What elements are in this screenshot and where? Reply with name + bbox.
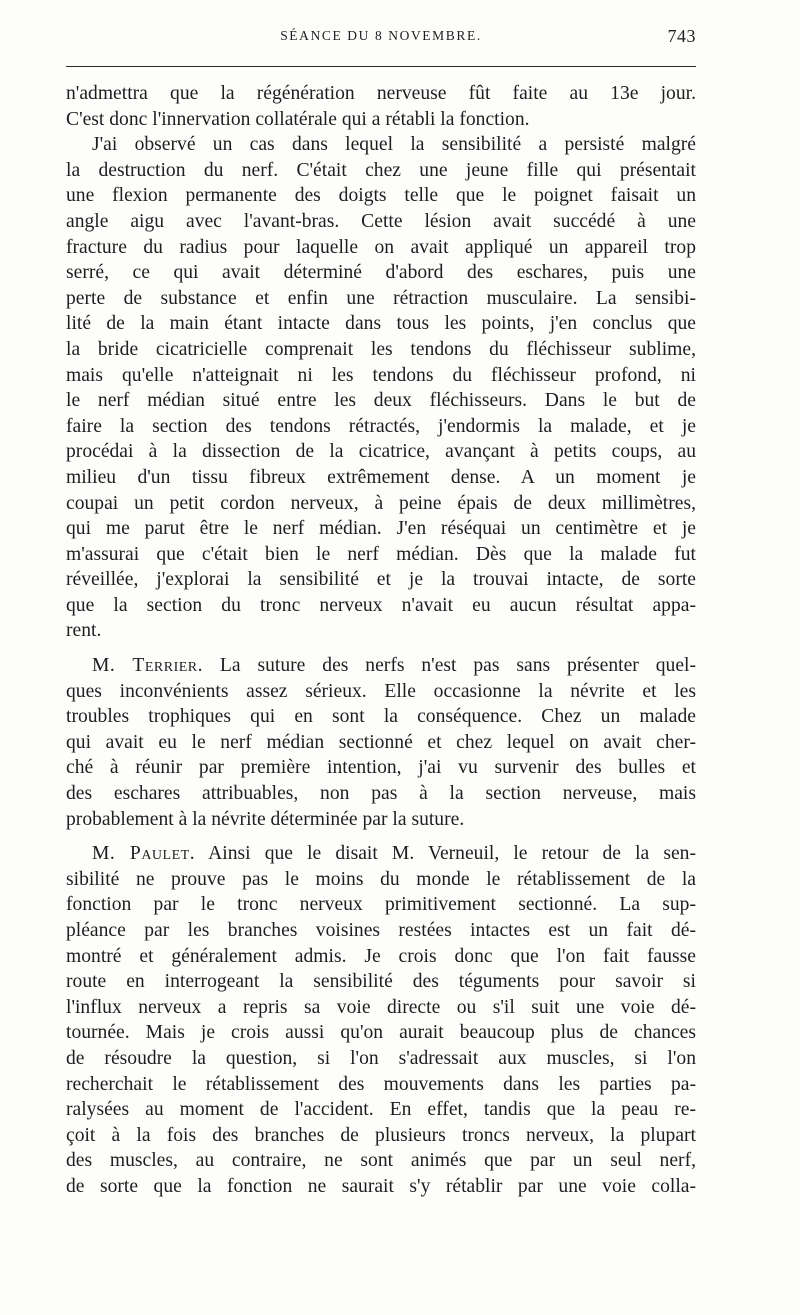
text-line: fonction par le tronc nerveux primitivement sectionné. La sup- (66, 894, 696, 916)
body-text (66, 81, 696, 1200)
text-line: tournée. Mais je crois aussi qu'on aurait beaucoup plus de chances (66, 1022, 696, 1044)
text-line: fracture du radius pour laquelle on avait appliqué un appareil trop (66, 236, 696, 258)
page-number: 743 (667, 26, 696, 46)
text-line: ques inconvénients assez sérieux. Elle occasionne la névrite et les (66, 680, 696, 702)
text-line: çoit à la fois des branches de plusieurs troncs nerveux, la plupart (66, 1124, 696, 1146)
running-title: SÉANCE DU 8 NOVEMBRE. (280, 28, 482, 43)
text-line: probablement à la névrite déterminée par la suture. (66, 808, 465, 830)
text-line: montré et généralement admis. Je crois donc que l'on fait fausse (66, 945, 696, 967)
text-line: J'ai observé un cas dans lequel la sensibilité a persisté malgré (92, 134, 696, 156)
speaker-name: M. Terrier. (92, 655, 204, 677)
text-line: coupai un petit cordon nerveux, à peine épais de deux millimètres, (66, 492, 696, 514)
paragraph-continuation (66, 81, 696, 132)
text-line: une flexion permanente des doigts telle que le poignet faisait un (66, 185, 696, 207)
text-line: recherchait le rétablissement des mouvements dans les parties pa- (66, 1073, 696, 1095)
text-line: mais qu'elle n'atteignait ni les tendons du fléchisseur profond, ni (66, 364, 696, 386)
line-text: La suture des nerfs n'est pas sans présenter quel- (219, 655, 696, 677)
text-line: perte de substance et enfin une rétraction musculaire. La sensibi- (66, 287, 696, 309)
text-line: procédai à la dissection de la cicatrice, avançant à petits coups, au (66, 441, 696, 463)
text-line: lité de la main étant intacte dans tous les points, j'en conclus que (66, 313, 696, 335)
text-line: rent. (66, 620, 102, 642)
text-line: la destruction du nerf. C'était chez une jeune fille qui présentait (66, 159, 696, 181)
text-line: route en interrogeant la sensibilité des téguments pour savoir si (66, 971, 696, 993)
text-line: l'influx nerveux a repris sa voie directe ou s'il suit une voie dé- (66, 996, 696, 1018)
paragraph-terrier (66, 653, 696, 832)
running-head (66, 28, 696, 54)
text-line: ché à réunir par première intention, j'ai vu survenir des bulles et (66, 757, 696, 779)
text-line: serré, ce qui avait déterminé d'abord des eschares, puis une (66, 262, 696, 284)
text-line: qui me parut être le nerf médian. J'en réséquai un centimètre et je (66, 518, 696, 540)
text-line: n'admettra que la régénération nerveuse fût faite au 13e jour. (66, 83, 696, 104)
line-text: Ainsi que le disait M. Verneuil, le retour de la sen- (208, 843, 696, 865)
paragraph-observation (66, 132, 696, 644)
speaker-name: M. Paulet. (92, 843, 196, 865)
text-line: des eschares attribuables, non pas à la section nerveuse, mais (66, 783, 696, 805)
text-line: le nerf médian situé entre les deux fléchisseurs. Dans le but de (66, 390, 696, 412)
text-line: la bride cicatricielle comprenait les tendons du fléchisseur sublime, (66, 338, 696, 360)
text-line: C'est donc l'innervation collatérale qui a rétabli la fonction. (66, 108, 530, 130)
text-line: des muscles, au contraire, ne sont animés que par un seul nerf, (66, 1150, 696, 1172)
text-line: qui avait eu le nerf médian sectionné et chez lequel on avait cher- (66, 731, 696, 753)
text-line (66, 653, 696, 679)
text-line: de sorte que la fonction ne saurait s'y rétablir par une voie colla- (66, 1175, 696, 1197)
text-line: réveillée, j'explorai la sensibilité et je la trouvai intacte, de sorte (66, 569, 696, 591)
text-line: milieu d'un tissu fibreux extrêmement dense. A un moment je (66, 466, 696, 488)
text-line: sibilité ne prouve pas le moins du monde le rétablissement de la (66, 868, 696, 890)
text-line: pléance par les branches voisines restées intactes est un fait dé- (66, 920, 696, 941)
text-line (66, 841, 696, 867)
header-rule (66, 66, 696, 67)
paragraph-paulet (66, 841, 696, 1199)
text-line: m'assurai que c'était bien le nerf médian. Dès que la malade fut (66, 543, 696, 565)
text-line: de résoudre la question, si l'on s'adressait aux muscles, si l'on (66, 1047, 696, 1069)
text-line: angle aigu avec l'avant-bras. Cette lésion avait succédé à une (66, 210, 696, 232)
text-line: ralysées au moment de l'accident. En effet, tandis que la peau re- (66, 1099, 696, 1121)
text-line: que la section du tronc nerveux n'avait eu aucun résultat appa- (66, 594, 696, 616)
text-line: troubles trophiques qui en sont la conséquence. Chez un malade (66, 706, 696, 728)
text-line: faire la section des tendons rétractés, j'endormis la malade, et je (66, 415, 696, 437)
